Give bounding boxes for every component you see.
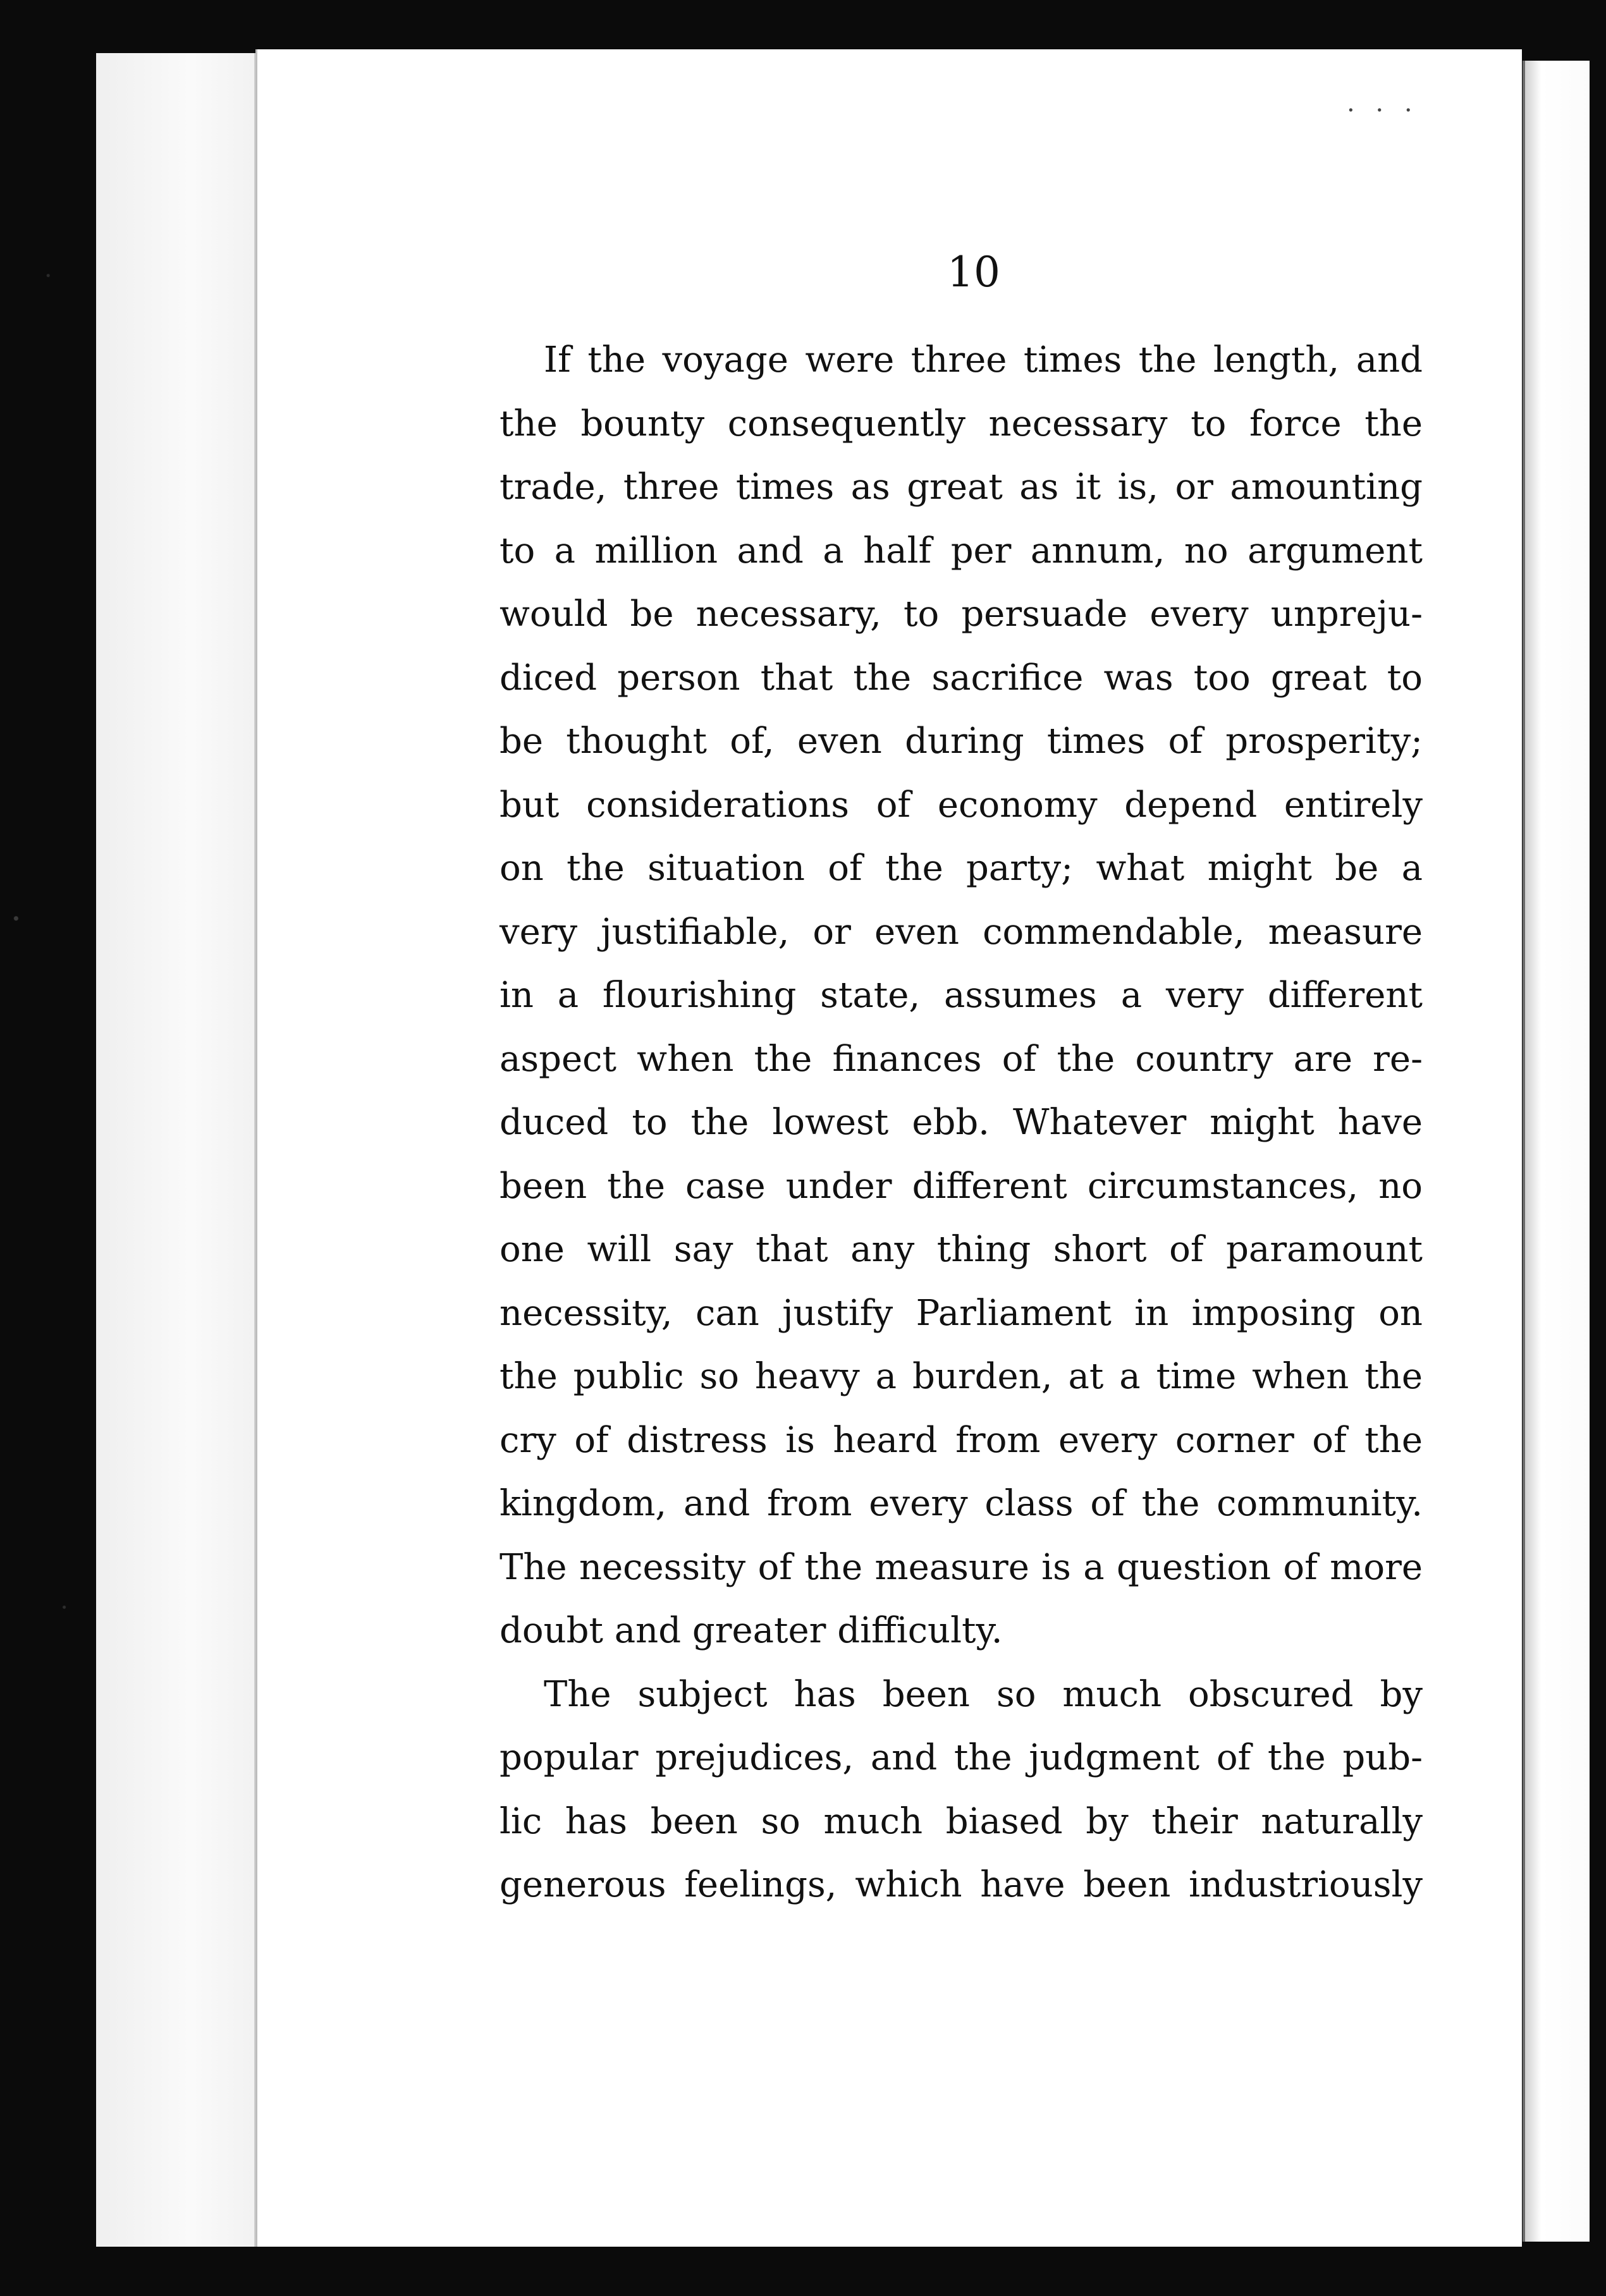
text-line: necessity, can justify Parliament in imposing on [500, 1292, 1423, 1334]
text-line: but considerations of economy depend entirely [500, 784, 1423, 826]
text-line: trade, three times as great as it is, or amounting [500, 467, 1423, 508]
text-line: If the voyage were three times the length, and [544, 339, 1423, 381]
text-line: to a million and a half per annum, no argument [500, 530, 1423, 571]
text-line: The necessity of the measure is a question of more [500, 1546, 1423, 1588]
paragraph [500, 329, 1423, 1663]
text-line: doubt and greater difficulty. [500, 1610, 1003, 1651]
text-line: been the case under different circumstances, no [500, 1165, 1423, 1207]
text-line: diced person that the sacrifice was too great to [500, 657, 1423, 699]
text-line: generous feelings, which have been industriously [500, 1864, 1423, 1905]
binding-strip [96, 53, 255, 2247]
text-line: popular prejudices, and the judgment of the pub- [500, 1737, 1423, 1778]
text-line: would be necessary, to persuade every unpreju- [500, 594, 1423, 635]
text-line: kingdom, and from every class of the community. [500, 1483, 1423, 1524]
text-line: very justifiable, or even commendable, measure [500, 911, 1423, 953]
paragraph [500, 1663, 1423, 1917]
page-number: 10 [947, 248, 1000, 296]
text-line: duced to the lowest ebb. Whatever might have [500, 1102, 1423, 1143]
next-page-edge [1523, 61, 1590, 2242]
text-line: The subject has been so much obscured by [544, 1673, 1423, 1715]
text-line: be thought of, even during times of prosperity; [500, 721, 1423, 762]
text-line: aspect when the finances of the country are re- [500, 1038, 1423, 1080]
text-line: in a flourishing state, assumes a very different [500, 975, 1423, 1016]
text-line: lic has been so much biased by their naturally [500, 1800, 1423, 1842]
text-line: on the situation of the party; what might be a [500, 848, 1423, 889]
text-line: cry of distress is heard from every corner of the [500, 1419, 1423, 1461]
text-line: the bounty consequently necessary to force the [500, 403, 1423, 444]
page-body-text [500, 329, 1423, 1917]
text-line: the public so heavy a burden, at a time when the [500, 1356, 1423, 1397]
text-line: one will say that any thing short of paramount [500, 1229, 1423, 1270]
stray-ink-marks: . . . [1347, 89, 1419, 118]
